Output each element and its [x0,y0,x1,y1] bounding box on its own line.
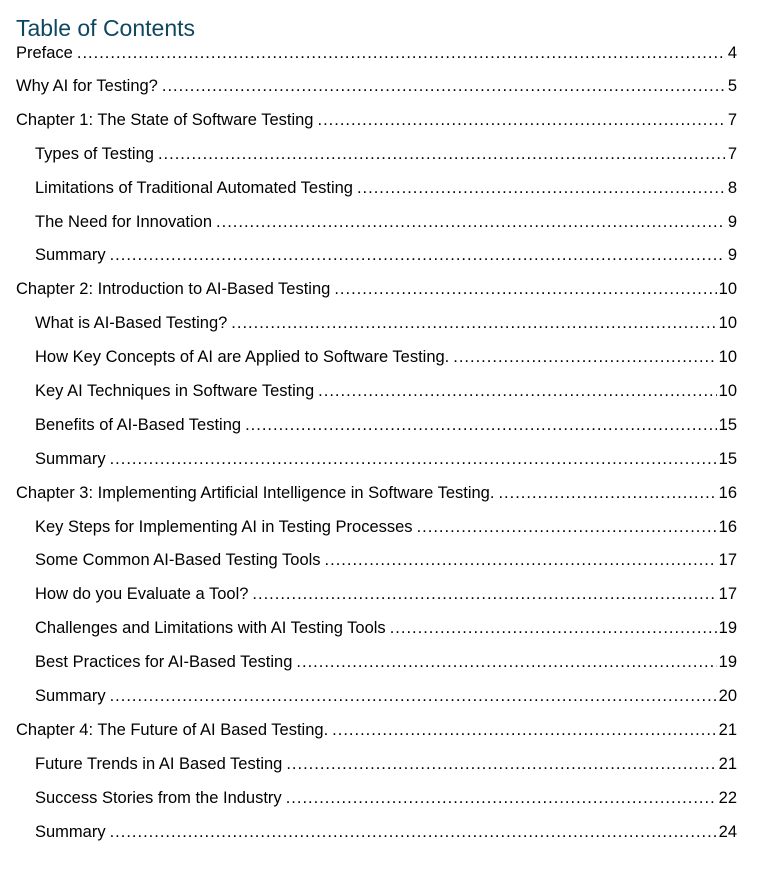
toc-page-number: 10 [718,348,737,367]
toc-dot-leader [110,687,717,706]
toc-entry-summary-ch3[interactable] [16,687,737,721]
toc-entry-text: How do you Evaluate a Tool? [35,585,249,604]
toc-entry-future-trends[interactable] [16,755,737,789]
toc-dot-leader [216,213,725,232]
toc-page-number: 21 [718,720,737,739]
toc-entry-benefits[interactable] [16,416,737,450]
toc-dot-leader [296,653,716,672]
toc-entry-text: Types of Testing [35,144,154,163]
toc-dot-leader [286,755,716,774]
toc-dot-leader [334,280,716,299]
toc-entry-preface[interactable] [16,44,737,77]
toc-page-number: 15 [718,415,737,434]
toc-page-number: 9 [727,212,737,231]
toc-page-number: 24 [718,822,737,841]
toc-heading: Table of Contents [16,15,196,41]
toc-dot-leader [390,619,717,638]
toc-page-number: 4 [727,44,737,62]
toc-page-number: 10 [718,280,737,299]
toc-page-number: 5 [727,77,737,95]
toc-entry-why-ai[interactable] [16,77,737,111]
toc-entry-text: Summary [35,687,106,706]
toc-entry-best-practices[interactable] [16,653,737,687]
toc-dot-leader [245,416,717,435]
toc-page-number: 15 [718,449,737,468]
toc-entry-text: Chapter 3: Implementing Artificial Intelligence in Software Testing. [16,483,495,502]
toc-entry-text: Chapter 4: The Future of AI Based Testing. [16,720,329,739]
toc-dot-leader [110,823,717,842]
toc-entry-key-steps[interactable] [16,518,737,552]
toc-dot-leader [417,518,717,537]
toc-entry-text: Summary [35,246,106,265]
toc-entry-text: Success Stories from the Industry [35,788,282,807]
toc-entry-text: Chapter 2: Introduction to AI-Based Testing [16,280,331,299]
toc-entry-text: Benefits of AI-Based Testing [35,415,242,434]
toc-page-number: 21 [718,754,737,773]
toc-page-number: 17 [718,585,737,604]
toc-entry-text: Future Trends in AI Based Testing [35,754,283,773]
toc-entry-limitations[interactable] [16,179,737,213]
toc-entry-text: Summary [35,449,106,468]
document-page [16,14,737,856]
toc-entry-challenges[interactable] [16,619,737,653]
toc-entry-text: Some Common AI-Based Testing Tools [35,551,321,570]
toc-entry-types-of-testing[interactable] [16,145,737,179]
toc-dot-leader [110,246,725,265]
toc-page-number: 10 [718,314,737,333]
toc-dot-leader [357,179,725,198]
toc-dot-leader [332,721,716,740]
toc-page-number: 8 [727,178,737,197]
toc-page-number: 20 [718,687,737,706]
toc-page-number: 7 [727,144,737,163]
toc-page-number: 17 [718,551,737,570]
toc-entry-text: Why AI for Testing? [16,77,158,95]
toc-page-number: 10 [718,382,737,401]
toc-entry-text: Key AI Techniques in Software Testing [35,382,315,401]
toc-dot-leader [77,44,725,63]
toc-entry-success-stories[interactable] [16,789,737,823]
toc-entry-chapter-1[interactable] [16,111,737,145]
toc-entry-text: How Key Concepts of AI are Applied to Software Testing. [35,348,450,367]
toc-list [16,44,737,856]
toc-entry-text: Limitations of Traditional Automated Testing [35,178,353,197]
toc-dot-leader [158,145,725,164]
toc-entry-chapter-2[interactable] [16,280,737,314]
toc-entry-text: Best Practices for AI-Based Testing [35,653,293,672]
toc-page-number: 7 [727,110,737,129]
toc-entry-need-for-innovation[interactable] [16,213,737,247]
toc-entry-text: Key Steps for Implementing AI in Testing Processes [35,517,413,536]
toc-dot-leader [318,382,716,401]
toc-entry-text: Preface [16,44,73,62]
toc-entry-summary-ch1[interactable] [16,246,737,280]
toc-dot-leader [252,585,716,604]
toc-dot-leader [231,314,716,333]
toc-page-number: 19 [718,653,737,672]
toc-entry-evaluate-tool[interactable] [16,585,737,619]
toc-dot-leader [498,484,716,503]
toc-entry-key-ai-techniques[interactable] [16,382,737,416]
toc-entry-summary-ch2[interactable] [16,450,737,484]
toc-page-number: 16 [718,517,737,536]
toc-entry-text: What is AI-Based Testing? [35,314,228,333]
toc-entry-text: Challenges and Limitations with AI Testing Tools [35,619,386,638]
toc-entry-chapter-3[interactable] [16,484,737,518]
toc-entry-key-concepts[interactable] [16,348,737,382]
toc-entry-what-is-ai-testing[interactable] [16,314,737,348]
toc-entry-text: Chapter 1: The State of Software Testing [16,110,314,129]
toc-entry-text: The Need for Innovation [35,212,213,231]
toc-entry-chapter-4[interactable] [16,721,737,755]
toc-page-number: 9 [727,246,737,265]
toc-dot-leader [453,348,716,367]
toc-dot-leader [162,77,725,96]
toc-page-number: 19 [718,619,737,638]
toc-page-number: 22 [718,788,737,807]
toc-entry-common-tools[interactable] [16,551,737,585]
toc-dot-leader [110,450,717,469]
toc-dot-leader [325,551,717,570]
toc-dot-leader [286,789,717,808]
toc-dot-leader [317,111,725,130]
toc-page-number: 16 [718,483,737,502]
toc-entry-text: Summary [35,822,106,841]
toc-entry-summary-ch4[interactable] [16,823,737,857]
